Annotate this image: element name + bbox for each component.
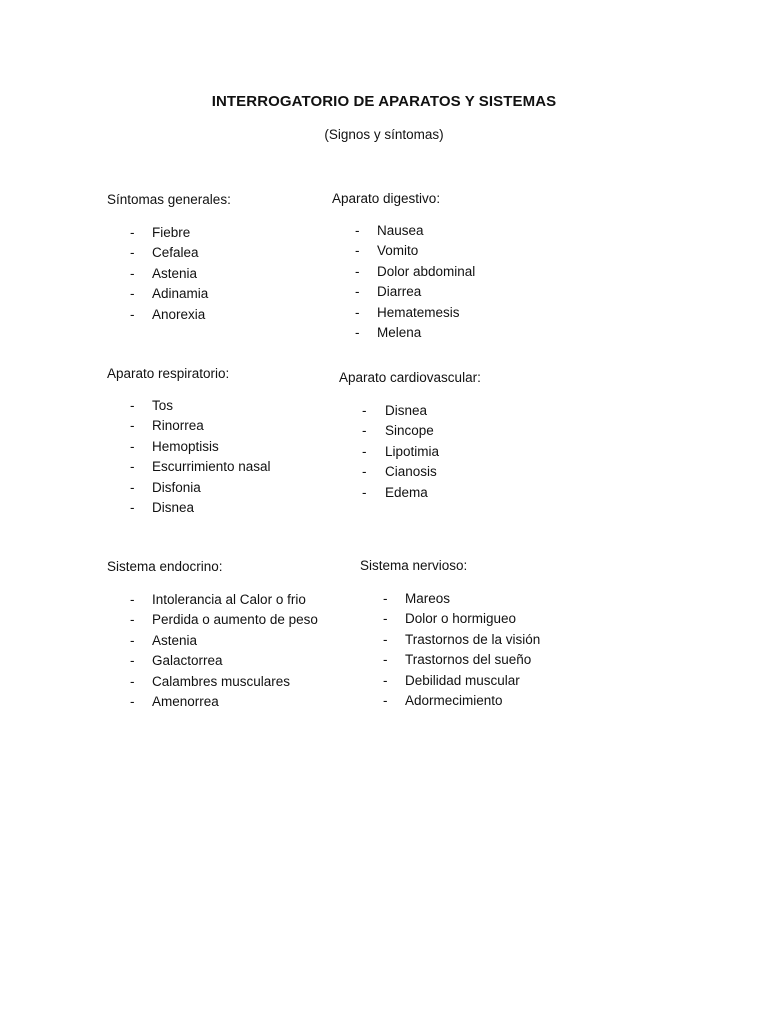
- list-item-text: Tos: [152, 398, 174, 413]
- bullet-dash: -: [362, 464, 367, 480]
- list-item-text: Amenorrea: [152, 693, 219, 709]
- bullet-dash: -: [130, 612, 135, 628]
- list-item: [355, 303, 460, 323]
- list-item-text: Hemoptisis: [152, 438, 219, 454]
- bullet-dash: -: [130, 479, 135, 495]
- list-item: [130, 264, 231, 284]
- list-item-text: Fiebre: [152, 225, 191, 240]
- bullet-dash: -: [383, 591, 388, 606]
- list-item-text: Disnea: [152, 499, 195, 515]
- list-item-text: Perdida o aumento de peso: [152, 612, 318, 628]
- bullet-dash: -: [383, 672, 388, 688]
- section-aparato-respiratorio: [107, 366, 271, 518]
- bullet-dash: -: [130, 459, 135, 475]
- list-item: [383, 650, 532, 670]
- list-item: [130, 631, 223, 651]
- list-item-text: Trastornos de la visión: [405, 631, 541, 647]
- list-item-text: Astenia: [152, 265, 198, 281]
- list-item-text: Nausea: [377, 223, 424, 238]
- list-item: [130, 284, 231, 304]
- list-item-text: Dolor abdominal: [377, 263, 476, 279]
- section-sintomas-generales: [107, 192, 231, 325]
- list-item: [383, 630, 541, 650]
- section-heading: Síntomas generales:: [107, 192, 231, 207]
- symptom-list: [383, 589, 541, 711]
- list-item: [362, 462, 481, 482]
- bullet-dash: -: [130, 653, 135, 669]
- list-item: [130, 457, 271, 477]
- bullet-dash: -: [355, 284, 360, 300]
- bullet-dash: -: [362, 403, 367, 418]
- symptom-list: [362, 401, 481, 503]
- bullet-dash: -: [130, 398, 135, 413]
- list-item: [355, 241, 440, 261]
- list-item: [130, 416, 229, 436]
- list-item: [355, 221, 440, 241]
- list-item: [130, 498, 229, 518]
- list-item: [355, 262, 476, 282]
- list-item-text: Sincope: [385, 423, 434, 439]
- section-aparato-digestivo: [332, 191, 476, 343]
- list-item-text: Calambres musculares: [152, 673, 291, 689]
- bullet-dash: -: [130, 499, 135, 515]
- list-item: [383, 691, 503, 711]
- bullet-dash: -: [130, 632, 135, 648]
- list-item: [362, 483, 481, 503]
- list-item-text: Galactorrea: [152, 653, 223, 669]
- list-item: [362, 421, 481, 441]
- list-item-text: Cianosis: [385, 464, 437, 480]
- section-heading: Aparato cardiovascular:: [339, 370, 481, 385]
- list-item-text: Debilidad muscular: [405, 672, 520, 688]
- section-sistema-nervioso: [360, 558, 541, 711]
- bullet-dash: -: [130, 286, 135, 302]
- list-item-text: Melena: [377, 324, 422, 340]
- section-heading: Aparato digestivo:: [332, 191, 441, 206]
- list-item-text: Diarrea: [377, 284, 422, 300]
- bullet-dash: -: [362, 423, 367, 439]
- section-heading: Sistema nervioso:: [360, 558, 468, 573]
- list-item-text: Astenia: [152, 632, 198, 648]
- list-item-text: Disfonia: [152, 479, 201, 495]
- list-item: [130, 478, 229, 498]
- list-item: [130, 437, 229, 457]
- list-item: [355, 323, 440, 343]
- list-item-text: Adormecimiento: [405, 692, 503, 708]
- bullet-dash: -: [362, 484, 367, 500]
- list-item: [383, 589, 467, 609]
- list-item-text: Cefalea: [152, 245, 199, 261]
- list-item: [130, 672, 291, 692]
- symptom-list: [130, 590, 318, 712]
- list-item-text: Escurrimiento nasal: [152, 459, 271, 475]
- bullet-dash: -: [383, 631, 388, 647]
- bullet-dash: -: [383, 692, 388, 708]
- list-item: [383, 671, 520, 691]
- list-item: [130, 396, 229, 416]
- symptom-list: [130, 396, 271, 518]
- list-item: [362, 401, 481, 421]
- list-item: [362, 442, 481, 462]
- bullet-dash: -: [130, 673, 135, 689]
- bullet-dash: -: [362, 443, 367, 459]
- section-sistema-endocrino: [107, 559, 318, 712]
- bullet-dash: -: [130, 418, 135, 434]
- symptom-list: [130, 223, 231, 325]
- bullet-dash: -: [355, 243, 360, 259]
- bullet-dash: -: [355, 263, 360, 279]
- list-item-text: Dolor o hormigueo: [405, 611, 517, 627]
- list-item: [130, 223, 231, 243]
- list-item: [130, 610, 318, 630]
- list-item-text: Edema: [385, 484, 428, 500]
- list-item: [355, 282, 440, 302]
- list-item: [130, 692, 223, 712]
- document-subtitle: (Signos y síntomas): [324, 127, 444, 142]
- list-item: [130, 590, 306, 610]
- bullet-dash: -: [130, 693, 135, 709]
- bullet-dash: -: [130, 592, 135, 607]
- list-item: [130, 243, 231, 263]
- bullet-dash: -: [383, 652, 388, 668]
- list-item-text: Anorexia: [152, 306, 206, 322]
- bullet-dash: -: [355, 324, 360, 340]
- document-title: INTERROGATORIO DE APARATOS Y SISTEMAS: [211, 93, 557, 110]
- list-item: [383, 609, 517, 629]
- list-item-text: Hematemesis: [377, 304, 460, 320]
- section-heading: Sistema endocrino:: [107, 559, 223, 574]
- section-aparato-cardiovascular: [339, 370, 481, 503]
- list-item-text: Trastornos del sueño: [405, 652, 532, 668]
- bullet-dash: -: [355, 304, 360, 320]
- list-item-text: Adinamia: [152, 286, 209, 302]
- bullet-dash: -: [355, 223, 360, 238]
- bullet-dash: -: [383, 611, 388, 627]
- list-item-text: Rinorrea: [152, 418, 204, 434]
- list-item-text: Intolerancia al Calor o frio: [152, 592, 306, 607]
- list-item: [130, 651, 223, 671]
- list-item-text: Disnea: [385, 403, 428, 418]
- bullet-dash: -: [130, 306, 135, 322]
- section-heading: Aparato respiratorio:: [107, 366, 230, 381]
- list-item-text: Vomito: [377, 243, 419, 259]
- bullet-dash: -: [130, 265, 135, 281]
- list-item: [130, 305, 231, 325]
- bullet-dash: -: [130, 438, 135, 454]
- list-item-text: Lipotimia: [385, 443, 440, 459]
- bullet-dash: -: [130, 225, 135, 240]
- symptom-list: [355, 221, 476, 343]
- bullet-dash: -: [130, 245, 135, 261]
- list-item-text: Mareos: [405, 591, 451, 606]
